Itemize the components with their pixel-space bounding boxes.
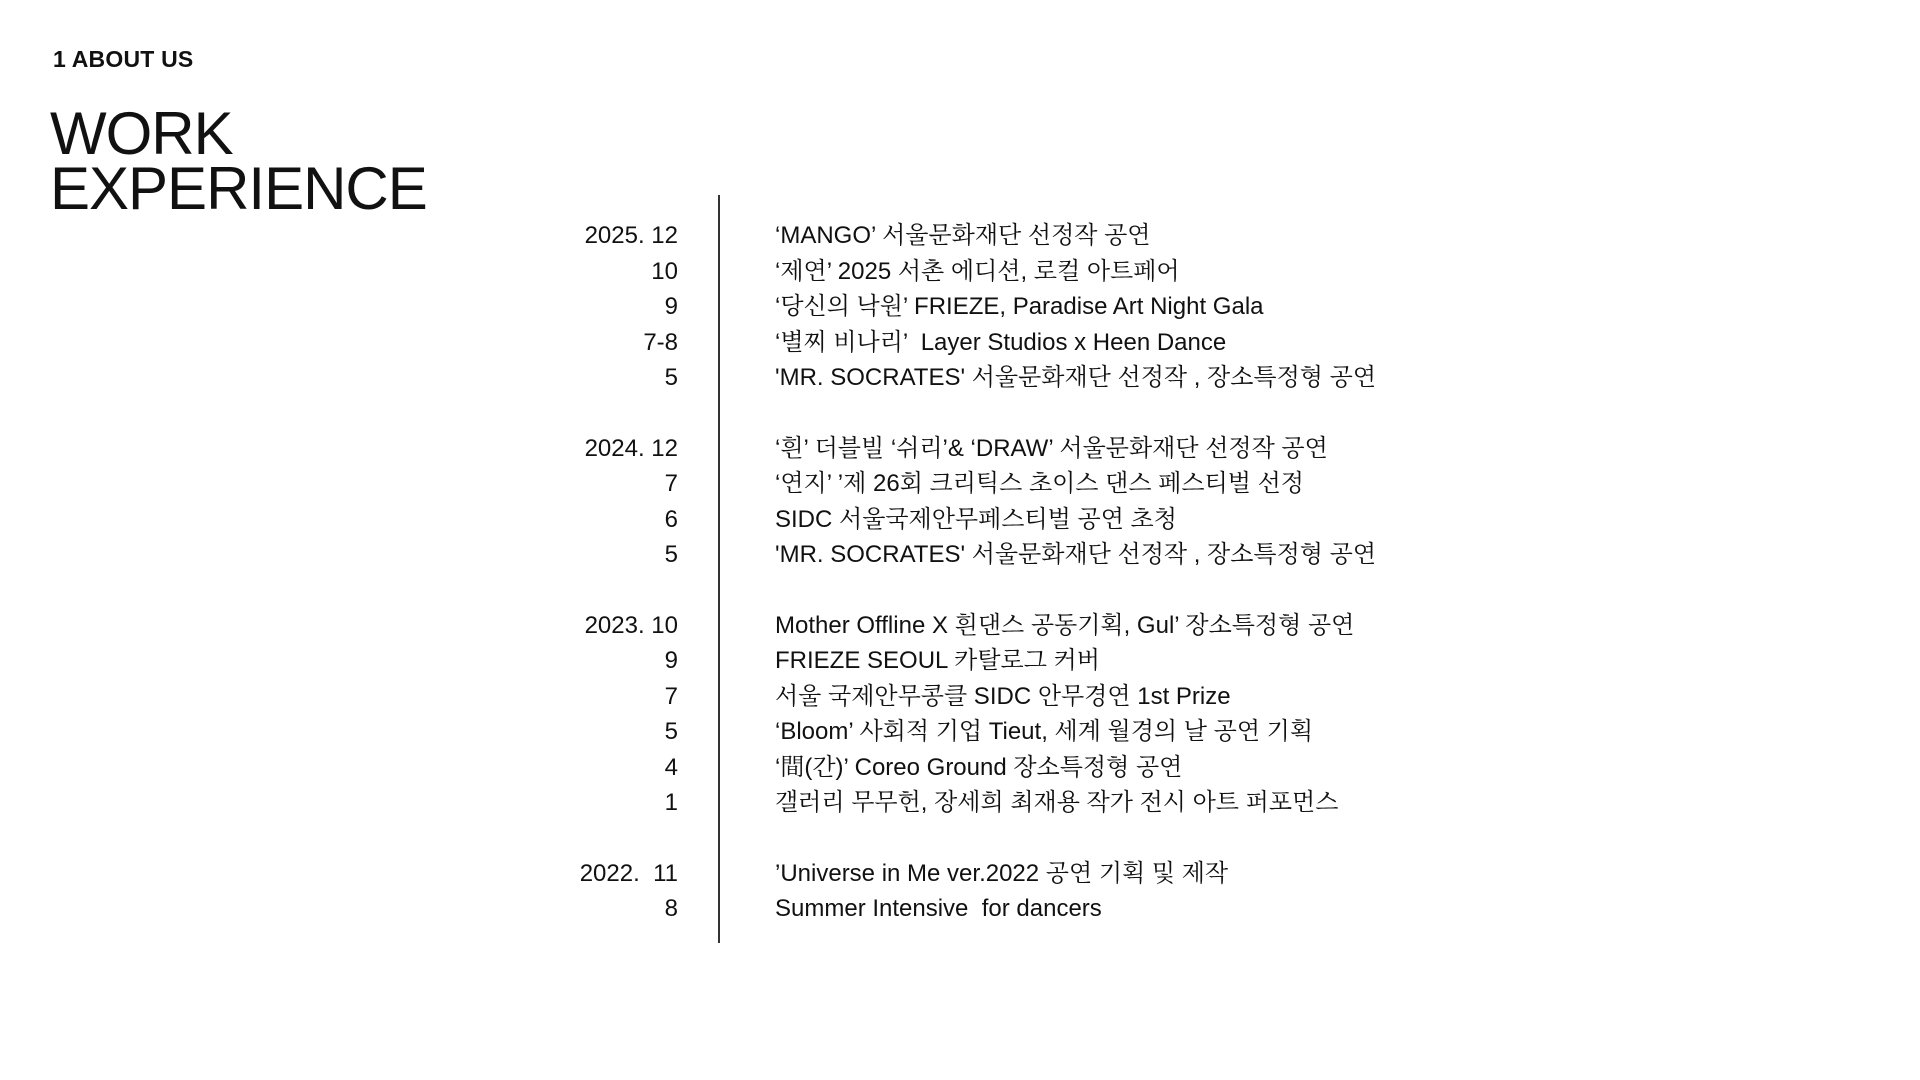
timeline-entry: ’Universe in Me ver.2022 공연 기획 및 제작 bbox=[775, 859, 1229, 887]
timeline-date: 7-8 bbox=[643, 328, 678, 356]
timeline-entry: Mother Offline X 흰댄스 공동기획, Gul’ 장소특정형 공연 bbox=[775, 611, 1355, 639]
timeline-row bbox=[540, 608, 1540, 644]
timeline-date: 5 bbox=[664, 364, 678, 391]
timeline-date: 7 bbox=[664, 682, 678, 710]
timeline-date: 4 bbox=[664, 753, 678, 781]
timeline-date: 8 bbox=[664, 895, 678, 922]
timeline-date: 10 bbox=[651, 257, 678, 285]
timeline-row bbox=[540, 750, 1540, 786]
timeline-entry: ‘연지’ ’제 26회 크리틱스 초이스 댄스 페스티벌 선정 bbox=[775, 470, 1304, 497]
page-title-line-1: WORK bbox=[50, 100, 233, 167]
timeline-entry: ‘제연’ 2025 서촌 에디션, 로컬 아트페어 bbox=[775, 257, 1180, 285]
timeline-date: 7 bbox=[664, 470, 678, 497]
timeline-row bbox=[540, 891, 1540, 927]
section-label: 1 ABOUT US bbox=[53, 46, 194, 72]
timeline-group-2022 bbox=[540, 856, 1540, 927]
timeline-row bbox=[540, 360, 1540, 396]
page-title bbox=[50, 100, 427, 222]
timeline-row bbox=[540, 289, 1540, 325]
timeline-entry: Summer Intensive for dancers bbox=[775, 895, 1102, 922]
timeline-date: 9 bbox=[664, 647, 678, 674]
timeline-entry: ‘間(간)’ Coreo Ground 장소특정형 공연 bbox=[775, 753, 1183, 781]
timeline-entry: ‘흰’ 더블빌 ‘쉬리’& ‘DRAW’ 서울문화재단 선정작 공연 bbox=[775, 434, 1328, 462]
timeline-row bbox=[540, 785, 1540, 821]
timeline-date: 2023. 10 bbox=[584, 611, 678, 639]
timeline-entry: 'MR. SOCRATES' 서울문화재단 선정작 , 장소특정형 공연 bbox=[775, 364, 1377, 391]
timeline-entry: FRIEZE SEOUL 카탈로그 커버 bbox=[775, 647, 1100, 674]
timeline-entry: ‘당신의 낙원’ FRIEZE, Paradise Art Night Gala bbox=[775, 293, 1264, 320]
timeline-date: 2024. 12 bbox=[584, 434, 678, 462]
timeline-entry: ‘MANGO’ 서울문화재단 선정작 공연 bbox=[775, 222, 1151, 249]
timeline-entry: ‘별찌 비나리’ Layer Studios x Heen Dance bbox=[775, 328, 1227, 356]
timeline-date: 2025. 12 bbox=[584, 222, 678, 249]
work-experience-timeline bbox=[540, 218, 1540, 962]
timeline-entry: 갤러리 무무헌, 장세희 최재용 작가 전시 아트 퍼포먼스 bbox=[775, 789, 1339, 816]
timeline-row bbox=[540, 325, 1540, 361]
timeline-group-2024 bbox=[540, 431, 1540, 573]
timeline-date: 5 bbox=[664, 718, 678, 745]
timeline-group-2023 bbox=[540, 608, 1540, 821]
timeline-row bbox=[540, 856, 1540, 892]
timeline-entry: SIDC 서울국제안무페스티벌 공연 초청 bbox=[775, 505, 1177, 533]
timeline-entry: ‘Bloom’ 사회적 기업 Tieut, 세계 월경의 날 공연 기획 bbox=[775, 718, 1314, 745]
timeline-row bbox=[540, 254, 1540, 290]
timeline-row bbox=[540, 679, 1540, 715]
timeline-row bbox=[540, 537, 1540, 573]
timeline-row bbox=[540, 466, 1540, 502]
timeline-row bbox=[540, 431, 1540, 467]
timeline-entry: 서울 국제안무콩클 SIDC 안무경연 1st Prize bbox=[775, 682, 1231, 710]
timeline-date: 5 bbox=[664, 541, 678, 568]
timeline-date: 1 bbox=[664, 789, 678, 816]
timeline-row bbox=[540, 218, 1540, 254]
timeline-date: 6 bbox=[664, 505, 678, 533]
timeline-date: 9 bbox=[664, 293, 678, 320]
timeline-row bbox=[540, 714, 1540, 750]
timeline-group-2025 bbox=[540, 218, 1540, 396]
timeline-entry: 'MR. SOCRATES' 서울문화재단 선정작 , 장소특정형 공연 bbox=[775, 541, 1377, 568]
timeline-row bbox=[540, 502, 1540, 538]
timeline-date: 2022. 11 bbox=[579, 859, 678, 887]
timeline-row bbox=[540, 643, 1540, 679]
page-title-line-2: EXPERIENCE bbox=[50, 155, 427, 222]
